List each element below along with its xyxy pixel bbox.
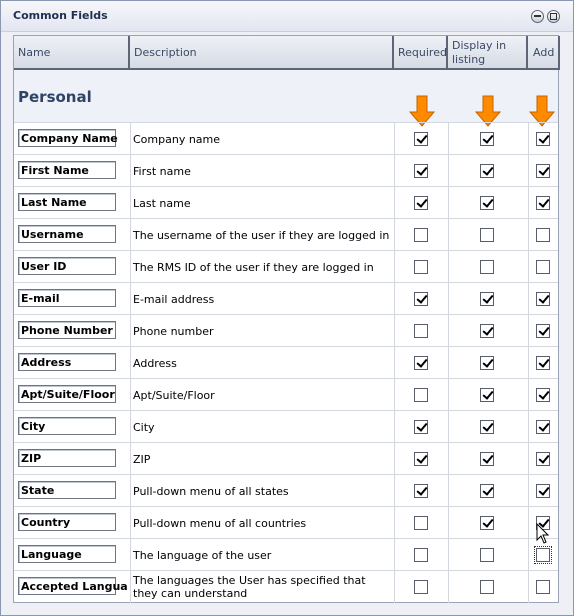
display-in-listing-checkbox[interactable]: [480, 484, 494, 498]
column-divider: [130, 379, 131, 411]
table-row: [14, 218, 558, 250]
add-checkbox[interactable]: [536, 260, 550, 274]
column-divider: [448, 155, 449, 187]
table-row: [14, 442, 558, 474]
column-divider: [130, 251, 131, 283]
required-checkbox[interactable]: [414, 324, 428, 338]
column-divider: [448, 251, 449, 283]
column-divider: [448, 507, 449, 539]
add-checkbox[interactable]: [536, 548, 550, 562]
table-row: [14, 282, 558, 314]
required-checkbox[interactable]: [414, 548, 428, 562]
field-description: Pull-down menu of all countries: [133, 516, 307, 530]
column-divider: [130, 283, 131, 315]
display-in-listing-checkbox[interactable]: [480, 260, 494, 274]
field-name-input[interactable]: Last Name: [18, 193, 116, 211]
field-description: The language of the user: [133, 548, 272, 562]
column-divider: [394, 475, 395, 507]
required-checkbox[interactable]: [414, 132, 428, 146]
field-description: The username of the user if they are logged in: [133, 228, 390, 242]
field-name-input[interactable]: Company Name: [18, 129, 116, 147]
column-divider: [448, 411, 449, 443]
required-checkbox[interactable]: [414, 484, 428, 498]
field-description: E-mail address: [133, 292, 215, 306]
column-header-add-label: Add: [533, 46, 555, 59]
column-header-required-label: Required: [398, 46, 447, 59]
required-checkbox[interactable]: [414, 164, 428, 178]
column-divider: [130, 187, 131, 219]
field-name-input[interactable]: First Name: [18, 161, 116, 179]
column-divider: [130, 347, 131, 379]
display-in-listing-checkbox[interactable]: [480, 324, 494, 338]
column-divider: [528, 251, 529, 283]
field-name-input[interactable]: Phone Number: [18, 321, 116, 339]
minimize-icon: [534, 15, 541, 17]
column-divider: [130, 219, 131, 251]
column-divider: [394, 219, 395, 251]
table-row: [14, 410, 558, 442]
display-in-listing-checkbox[interactable]: [480, 516, 494, 530]
column-divider: [528, 219, 529, 251]
required-checkbox[interactable]: [414, 356, 428, 370]
add-checkbox[interactable]: [536, 388, 550, 402]
field-name-input[interactable]: Country: [18, 513, 116, 531]
column-divider: [394, 411, 395, 443]
maximize-icon: [550, 13, 557, 20]
column-divider: [130, 123, 131, 155]
column-divider: [130, 507, 131, 539]
section-title: Personal: [18, 88, 92, 106]
column-divider: [394, 571, 395, 603]
display-in-listing-checkbox[interactable]: [480, 388, 494, 402]
table-row: [14, 186, 558, 218]
display-in-listing-checkbox[interactable]: [480, 164, 494, 178]
column-divider: [448, 347, 449, 379]
column-header-display-line1: Display in: [452, 39, 507, 52]
column-header-name[interactable]: [14, 36, 130, 70]
column-divider: [394, 507, 395, 539]
field-description: The RMS ID of the user if they are logged in: [133, 260, 374, 274]
column-divider: [130, 475, 131, 507]
field-description: Apt/Suite/Floor: [133, 388, 215, 402]
display-in-listing-checkbox[interactable]: [480, 356, 494, 370]
mouse-pointer-icon: [536, 523, 550, 545]
field-description: Address: [133, 356, 177, 370]
table-row: [14, 378, 558, 410]
column-divider: [448, 379, 449, 411]
column-divider: [528, 123, 529, 155]
column-divider: [130, 411, 131, 443]
field-description: Company name: [133, 132, 221, 146]
column-divider: [528, 475, 529, 507]
column-divider: [528, 411, 529, 443]
display-in-listing-checkbox[interactable]: [480, 548, 494, 562]
field-name-input[interactable]: User ID: [18, 257, 116, 275]
add-checkbox[interactable]: [536, 356, 550, 370]
column-divider: [394, 187, 395, 219]
display-in-listing-checkbox[interactable]: [480, 580, 494, 594]
add-checkbox[interactable]: [536, 132, 550, 146]
field-name-input[interactable]: State: [18, 481, 116, 499]
table-row: [14, 346, 558, 378]
column-divider: [528, 379, 529, 411]
required-checkbox[interactable]: [414, 196, 428, 210]
display-in-listing-checkbox[interactable]: [480, 132, 494, 146]
add-checkbox[interactable]: [536, 484, 550, 498]
column-divider: [394, 347, 395, 379]
field-description: Last name: [133, 196, 191, 210]
column-divider: [528, 507, 529, 539]
required-checkbox[interactable]: [414, 260, 428, 274]
table-row: [14, 538, 558, 570]
add-checkbox[interactable]: [536, 420, 550, 434]
column-divider: [394, 155, 395, 187]
column-divider: [448, 443, 449, 475]
field-name-input[interactable]: Apt/Suite/Floor: [18, 385, 116, 403]
field-name-input[interactable]: E-mail: [18, 289, 116, 307]
field-description: The languages the User has specified that they can understand: [133, 574, 366, 600]
column-divider: [528, 347, 529, 379]
column-header-add[interactable]: [528, 36, 560, 70]
column-divider: [528, 539, 529, 571]
field-name-input[interactable]: Username: [18, 225, 116, 243]
field-name-input[interactable]: ZIP: [18, 449, 116, 467]
column-divider: [394, 379, 395, 411]
field-description: City: [133, 420, 155, 434]
column-divider: [130, 539, 131, 571]
column-divider: [448, 539, 449, 571]
maximize-button[interactable]: [547, 10, 560, 23]
column-divider: [448, 475, 449, 507]
column-divider: [394, 123, 395, 155]
column-divider: [528, 283, 529, 315]
column-divider: [130, 571, 131, 603]
table-row: [14, 250, 558, 282]
column-header-description[interactable]: [130, 36, 394, 70]
column-divider: [448, 315, 449, 347]
column-divider: [528, 315, 529, 347]
add-checkbox[interactable]: [536, 228, 550, 242]
column-divider: [130, 155, 131, 187]
field-description: Phone number: [133, 324, 214, 338]
table-row: [14, 570, 558, 602]
display-in-listing-checkbox[interactable]: [480, 452, 494, 466]
table-row: [14, 154, 558, 186]
required-checkbox[interactable]: [414, 452, 428, 466]
required-checkbox[interactable]: [414, 420, 428, 434]
required-checkbox[interactable]: [414, 580, 428, 594]
column-header-display[interactable]: [448, 36, 528, 70]
column-divider: [394, 315, 395, 347]
required-checkbox[interactable]: [414, 228, 428, 242]
add-checkbox[interactable]: [536, 196, 550, 210]
column-divider: [528, 571, 529, 603]
column-divider: [394, 539, 395, 571]
section-personal: [14, 70, 558, 122]
column-divider: [528, 443, 529, 475]
column-divider: [448, 219, 449, 251]
field-name-input[interactable]: Accepted Langua: [18, 577, 116, 595]
field-description: ZIP: [133, 452, 151, 466]
column-divider: [528, 187, 529, 219]
column-divider: [394, 251, 395, 283]
add-checkbox[interactable]: [536, 452, 550, 466]
required-checkbox[interactable]: [414, 516, 428, 530]
column-divider: [394, 283, 395, 315]
display-in-listing-checkbox[interactable]: [480, 420, 494, 434]
add-checkbox[interactable]: [536, 580, 550, 594]
panel-title: Common Fields: [13, 9, 108, 22]
minimize-button[interactable]: [531, 10, 544, 23]
column-divider: [448, 123, 449, 155]
column-header-display-line2: listing: [452, 53, 486, 66]
add-checkbox[interactable]: [536, 164, 550, 178]
column-divider: [448, 571, 449, 603]
table-row: [14, 314, 558, 346]
field-description: Pull-down menu of all states: [133, 484, 289, 498]
column-divider: [448, 283, 449, 315]
display-in-listing-checkbox[interactable]: [480, 292, 494, 306]
display-in-listing-checkbox[interactable]: [480, 196, 494, 210]
table-row: [14, 506, 558, 538]
display-in-listing-checkbox[interactable]: [480, 228, 494, 242]
column-divider: [130, 443, 131, 475]
required-checkbox[interactable]: [414, 388, 428, 402]
add-checkbox[interactable]: [536, 292, 550, 306]
column-header-required[interactable]: [394, 36, 448, 70]
add-checkbox[interactable]: [536, 324, 550, 338]
field-description: First name: [133, 164, 191, 178]
column-divider: [130, 315, 131, 347]
field-name-input[interactable]: Language: [18, 545, 116, 563]
panel-titlebar: [1, 1, 573, 32]
field-name-input[interactable]: Address: [18, 353, 116, 371]
column-divider: [394, 443, 395, 475]
field-name-input[interactable]: City: [18, 417, 116, 435]
column-header-description-label: Description: [134, 46, 197, 59]
column-divider: [528, 155, 529, 187]
required-checkbox[interactable]: [414, 292, 428, 306]
column-divider: [448, 187, 449, 219]
table-row: [14, 122, 558, 154]
table-row: [14, 474, 558, 506]
fields-table: [13, 35, 559, 603]
column-header-name-label: Name: [18, 46, 51, 59]
